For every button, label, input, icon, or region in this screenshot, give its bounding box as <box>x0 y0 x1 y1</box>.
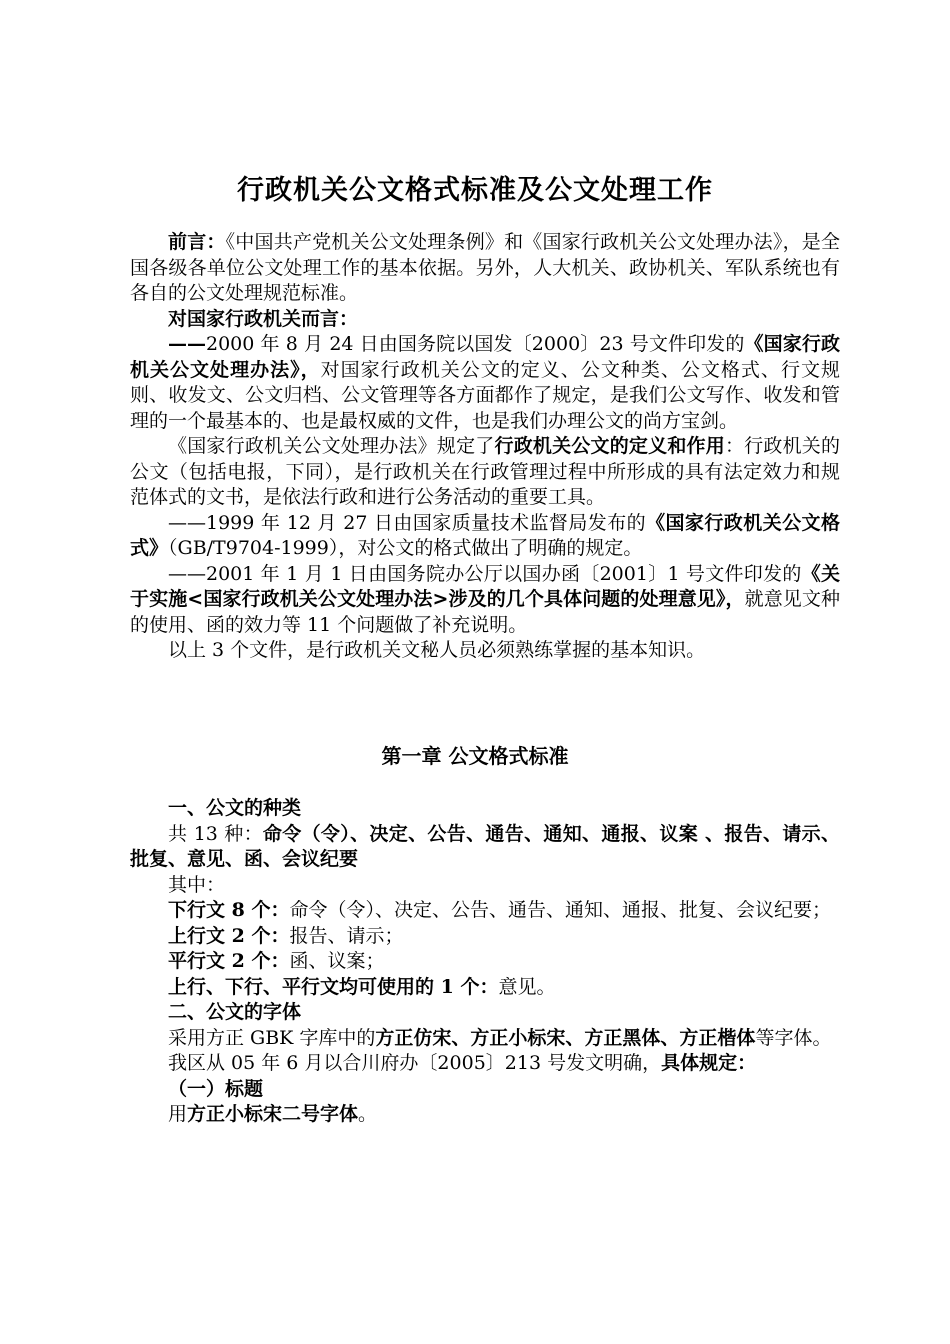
preface-text: 《中国共产党机关公文处理条例》和《国家行政机关公文处理办法》，是全国各级各单位公文处理工作的基本依据。另外，人大机关、政协机关、军队系统也有各自的公文处理规范标准。 <box>130 231 840 304</box>
all-direction-types: 上行、下行、平行文均可使用的 1 个：意见。 <box>168 975 556 998</box>
paragraph-1: ——2000 年 8 月 24 日由国务院以国发〔2000〕23 号文件印发的《国家行政机关公文处理办法》，对国家行政机关公文的定义、公文种类、公文格式、行文规则、收发文、公文归档、公文管理等各方面都作了规定，是我们公文写作、收发和管理的一个最基本的、也是最权威的文件，也是我们办理公文的尚方宝剑。 <box>130 333 840 432</box>
chapter-title: 第一章 公文格式标准 <box>381 744 569 768</box>
among-line: 其中： <box>168 873 226 896</box>
rule-paragraph: 我区从 05 年 6 月以合川府办〔2005〕213 号发文明确，具体规定： <box>168 1052 757 1074</box>
paragraph-3: ——1999 年 12 月 27 日由国家质量技术监督局发布的《国家行政机关公文格式》（GB/T9704-1999），对公文的格式做出了明确的规定。 <box>130 511 840 559</box>
parallel-types: 平行文 2 个：函、议案； <box>168 950 385 972</box>
preface-label: 前言： <box>168 231 226 253</box>
paragraph-4: ——2001 年 1 月 1 日由国务院办公厅以国办函〔2001〕1 号文件印发的《关于实施<国家行政机关公文处理办法>涉及的几个具体问题的处理意见》，就意见文种的使用、函的效力等 11 个问题做了补充说明。 <box>130 562 840 636</box>
paragraph-2: 《国家行政机关公文处理办法》规定了行政机关公文的定义和作用：行政机关的公文（包括电报，下同），是行政机关在行政管理过程中所形成的具有法定效力和规范体式的文书，是依法行政和进行公务活动的重要工具。 <box>130 435 840 508</box>
section1-heading: 一、公文的种类 <box>168 797 302 819</box>
national-heading: 对国家行政机关而言： <box>168 307 359 330</box>
subsection1-text: 用方正小标宋二号字体。 <box>168 1103 378 1125</box>
downward-types: 下行文 8 个：命令（令）、决定、公告、通告、通知、通报、批复、会议纪要； <box>168 899 831 921</box>
font-paragraph: 采用方正 GBK 字库中的方正仿宋、方正小标宋、方正黑体、方正楷体等字体。 <box>168 1026 832 1049</box>
section2-heading: 二、公文的字体 <box>168 1001 302 1023</box>
upward-types: 上行文 2 个：报告、请示； <box>168 924 404 947</box>
preface-paragraph <box>130 230 840 307</box>
intro-section <box>130 230 840 664</box>
chapter-body <box>130 796 840 1128</box>
document-title: 行政机关公文格式标准及公文处理工作 <box>237 175 713 206</box>
subsection1-heading: （一）标题 <box>168 1077 264 1100</box>
paragraph-5: 以上 3 个文件，是行政机关文秘人员必须熟练掌握的基本知识。 <box>168 639 706 661</box>
types-total: 共 13 种：命令（令）、决定、公告、通告、通知、通报、议案 、报告、请示、批复、意见、函、会议纪要 <box>130 822 840 870</box>
